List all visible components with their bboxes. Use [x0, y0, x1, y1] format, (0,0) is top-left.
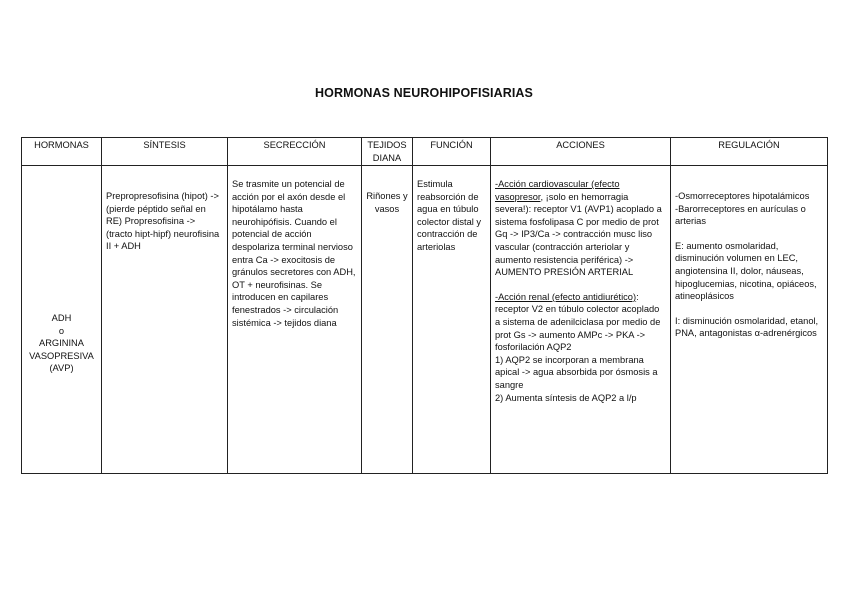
cell-target-tissues	[362, 166, 413, 474]
page-title: HORMONAS NEUROHIPOFISIARIAS	[315, 86, 533, 100]
header-funcion: FUNCIÓN	[413, 138, 491, 166]
renal-item: 1) AQP2 se incorporan a membrana apical -> agua absorbida por ósmosis a sangre	[495, 354, 658, 390]
regulation-stimulators: E: aumento osmolaridad, disminución volumen en LEC, angiotensina II, dolor, náuseas, hipoglucemias, nicotina, opiáceos, atineoplásicos	[675, 240, 817, 302]
hormones-table	[21, 137, 828, 474]
cell-function	[413, 166, 491, 474]
cardio-action-title: -Acción cardiovascular (efecto vasopresor	[495, 179, 620, 202]
table-header-row	[22, 138, 828, 166]
hormone-line: VASOPRESIVA	[29, 350, 94, 361]
header-tejidos-diana: TEJIDOS DIANA	[362, 138, 413, 166]
target-tissues-text: Riñones y vasos	[366, 191, 408, 214]
regulation-receptor: -Osmorreceptores hipotalámicos	[675, 191, 810, 201]
regulation-inhibitors: I: disminución osmolaridad, etanol, PNA, antagonistas α-adrenérgicos	[675, 315, 819, 339]
cell-hormone	[22, 166, 102, 474]
cell-actions	[491, 166, 671, 474]
regulation-receptor: -Barorreceptores en aurículas o arterias	[675, 203, 806, 227]
cell-synthesis	[102, 166, 228, 474]
function-text: Estimula reabsorción de agua en túbulo colector distal y contracción de arteriolas	[417, 179, 482, 252]
table-row	[22, 166, 828, 474]
hormone-line: ADH	[51, 313, 72, 324]
hormone-line: o	[58, 325, 65, 336]
header-secreccion: SECRECCIÓN	[228, 138, 362, 166]
header-hormonas: HORMONAS	[22, 138, 102, 166]
renal-action-body: : receptor V2 en túbulo colector acoplado a sistema de adenilciclasa por medio de prot Gs -> aumento AMPc -> PKA -> fosforilación AQP2	[495, 291, 661, 353]
cell-regulation	[671, 166, 828, 474]
synthesis-text: Prepropresofisina (hipot) -> (pierde péptido señal en RE) Propresofisina -> (tracto hipt-hipf) neurofisina II + ADH	[106, 191, 220, 252]
renal-item: 2) Aumenta síntesis de AQP2 a l/p	[495, 392, 637, 403]
header-acciones: ACCIONES	[491, 138, 671, 166]
cardio-action-body: , ¡solo en hemorragia severa!): receptor V1 (AVP1) acoplado a sistema fosfolipasa C por medio de prot Gq -> IP3/Ca -> contracción musc liso vascular (contracción arteriolar y aumento resistencia periférica) -> AUMENTO PRESIÓN ARTERIAL	[495, 191, 662, 278]
hormone-line: ARGININA	[39, 338, 84, 349]
renal-action-title: -Acción renal (efecto antidiurético)	[495, 291, 637, 302]
header-regulacion: REGULACIÓN	[671, 138, 828, 166]
hormone-line: (AVP)	[49, 363, 74, 374]
renal-action	[495, 291, 666, 354]
secretion-text: Se trasmite un potencial de acción por el axón desde el hipotálamo hasta neurohipófisis. Cuando el potencial de acción despolariza terminal nervioso entra Ca -> exocitosis de gránulos secretores con ADH, OT + neurofisinas. Se introducen en capilares fenestrados -> circulación sistémica -> tejidos diana	[232, 179, 356, 328]
cardio-action	[495, 178, 666, 279]
cell-secretion	[228, 166, 362, 474]
header-sintesis: SÍNTESIS	[102, 138, 228, 166]
